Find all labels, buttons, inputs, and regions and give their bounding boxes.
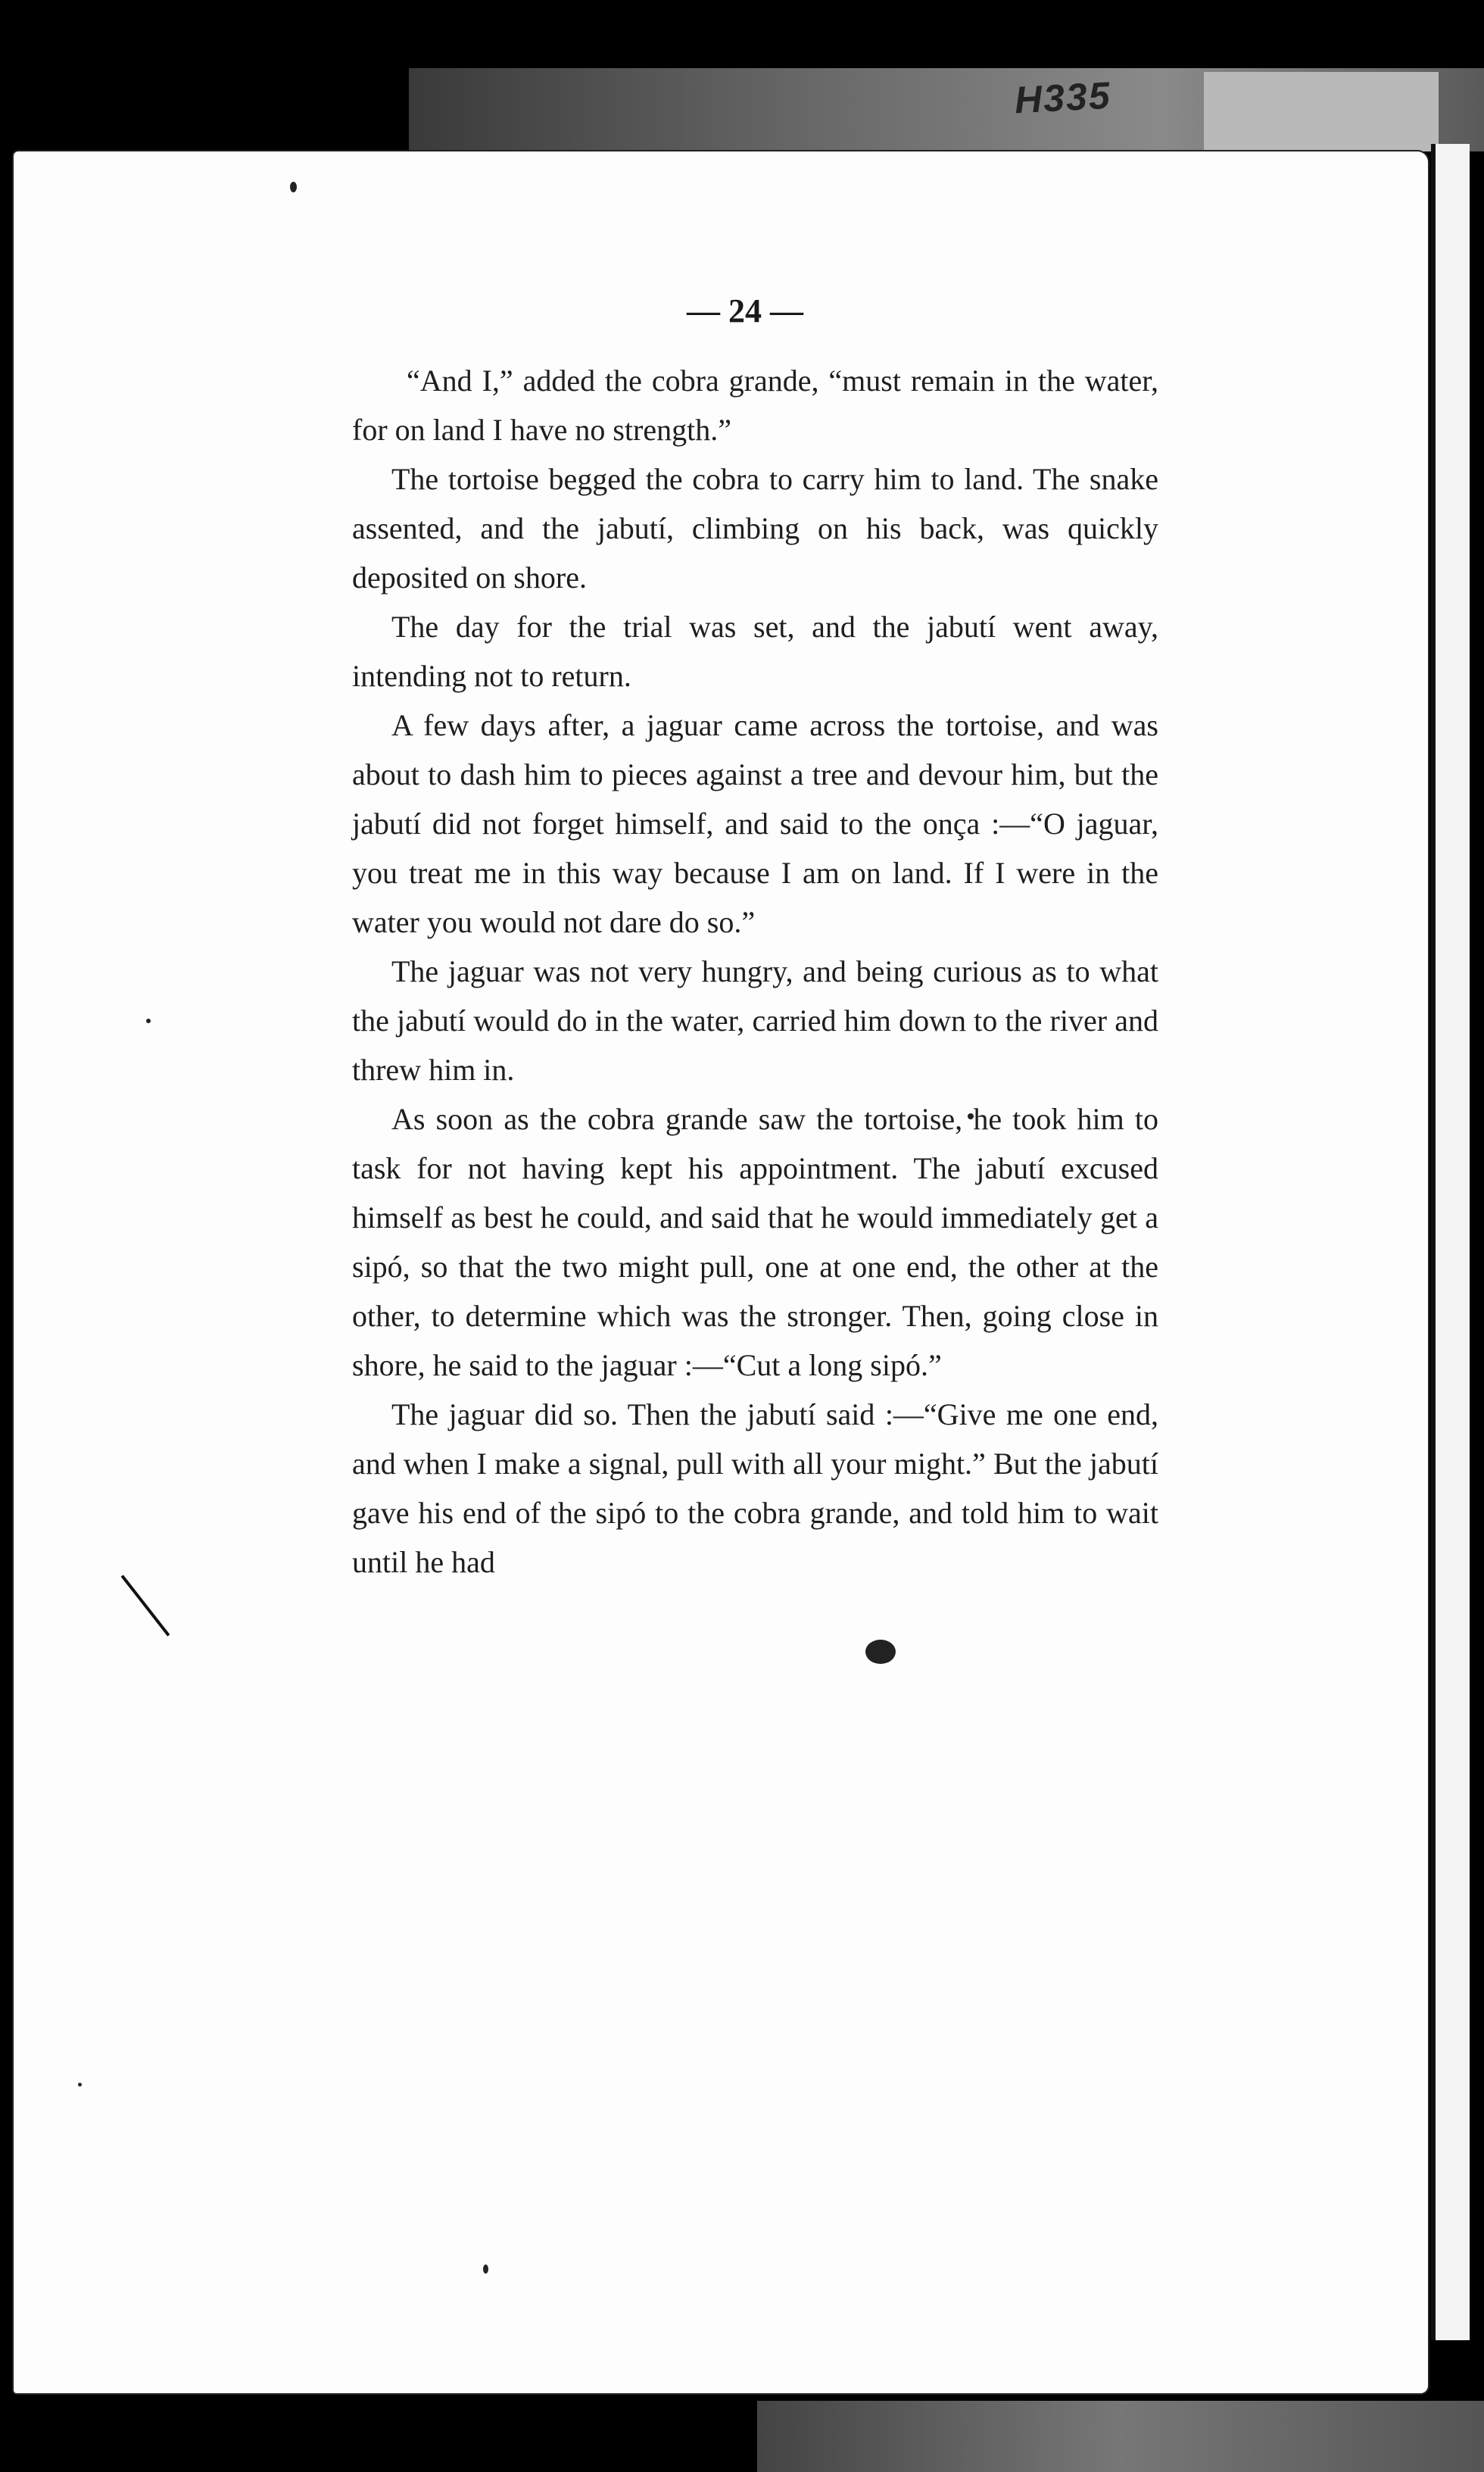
paragraph: A few days after, a jaguar came across the tortoise, and was about to dash him to pieces against a tree and devour him, but the jabutí did not forget himself, and said to the onça :—“O jaguar, you treat me in this way because I am on land. If I were in the water you would not dare do so.”	[352, 708, 1158, 939]
paragraph: The jaguar was not very hungry, and being curious as to what the jabutí would do in the water, carried him down to the river and threw him in.	[352, 954, 1158, 1087]
paragraph: The day for the trial was set, and the jabutí went away, intending not to return.	[352, 610, 1158, 693]
speck	[78, 2083, 82, 2087]
film-label-area	[1204, 72, 1439, 151]
speck	[146, 1019, 151, 1023]
page-body-text	[352, 356, 1158, 1587]
paragraph: The jaguar did so. Then the jabutí said :—“Give me one end, and when I make a signal, pull with all your might.” But the jabutí gave his end of the sipó to the cobra grande, and told him to wait until he had	[352, 1397, 1158, 1579]
speck	[483, 2264, 488, 2274]
adjacent-page-edge	[1431, 144, 1470, 2340]
catalog-mark: H335	[1013, 73, 1112, 122]
paragraph: “And I,” added the cobra grande, “must remain in the water, for on land I have no strength.”	[352, 364, 1158, 447]
paragraph: The tortoise begged the cobra to carry him to land. The snake assented, and the jabutí, climbing on his back, was quickly deposited on shore.	[352, 462, 1158, 595]
ink-blot	[865, 1640, 896, 1664]
film-edge-bottom	[757, 2401, 1484, 2472]
speck	[290, 182, 297, 192]
page-number: — 24 —	[687, 292, 803, 329]
paragraph: As soon as the cobra grande saw the tortoise, he took him to task for not having kept his appointment. The jabutí excused himself as best he could, and said that he would immediately get a sipó, so that the two might pull, one at one end, the other at the other, to determine which was the stronger. Then, going close in shore, he said to the jaguar :—“Cut a long sipó.”	[352, 1102, 1158, 1382]
